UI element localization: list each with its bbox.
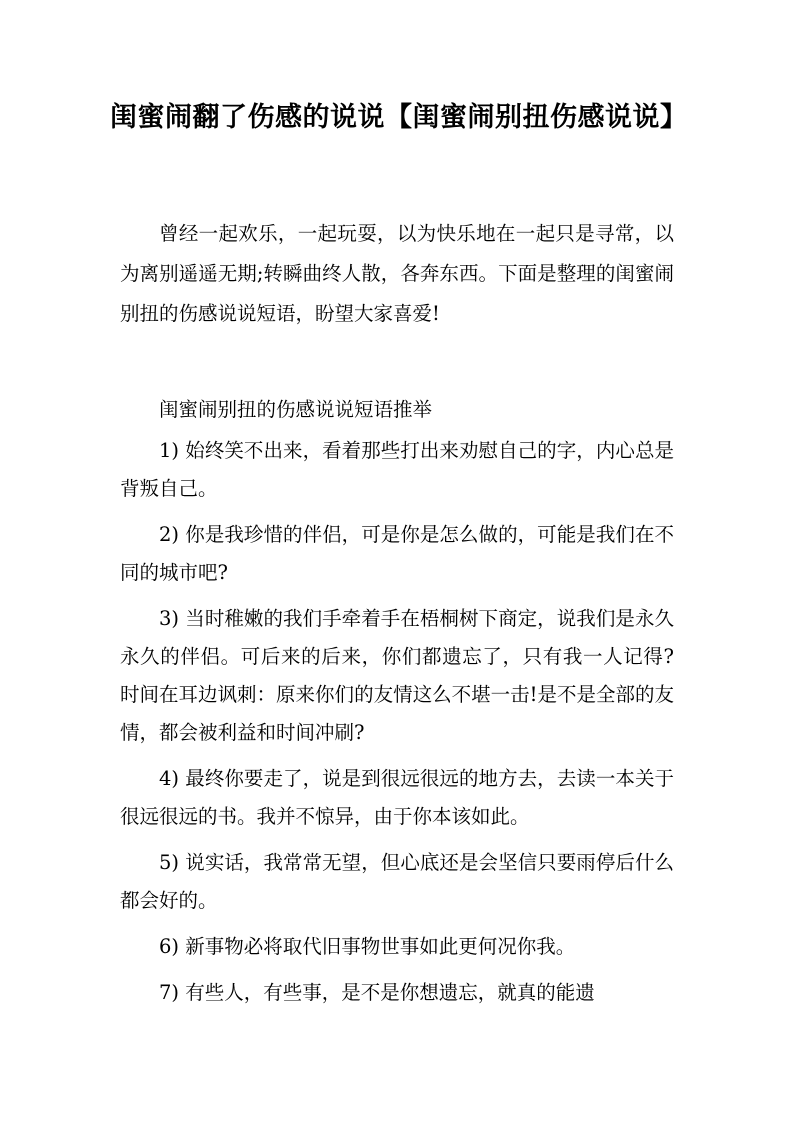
list-item: 3) 当时稚嫩的我们手牵着手在梧桐树下商定，说我们是永久永久的伴侣。可后来的后来，你们都遗忘了，只有我一人记得?时间在耳边讽刺：原来你们的友情这么不堪一击!是不是全部的友情，都会被利益和时间冲刷? (120, 607, 674, 744)
list-item: 6) 新事物必将取代旧事物世事如此更何况你我。 (159, 935, 576, 958)
list-item: 7) 有些人，有些事，是不是你想遗忘，就真的能遗 (159, 981, 595, 1004)
list-item: 1) 始终笑不出来，看着那些打出来劝慰自己的字，内心总是背叛自己。 (120, 439, 674, 500)
list-item: 5) 说实话，我常常无望，但心底还是会坚信只要雨停后什么都会好的。 (120, 851, 674, 912)
intro-paragraph: 曾经一起欢乐，一起玩耍，以为快乐地在一起只是寻常，以为离别遥遥无期;转瞬曲终人散，各奔东西。下面是整理的闺蜜闹别扭的伤感说说短语，盼望大家喜爱! (120, 222, 674, 325)
section-heading: 闺蜜闹别扭的伤感说说短语推举 (159, 398, 433, 421)
list-item: 4) 最终你要走了，说是到很远很远的地方去，去读一本关于很远很远的书。我并不惊异，由于你本该如此。 (120, 767, 674, 828)
quote-list (120, 432, 674, 1020)
document-title: 闺蜜闹翻了伤感的说说【闺蜜闹别扭伤感说说】 (110, 102, 688, 133)
list-item: 2) 你是我珍惜的伴侣，可是你是怎么做的，可能是我们在不同的城市吧? (120, 523, 674, 584)
